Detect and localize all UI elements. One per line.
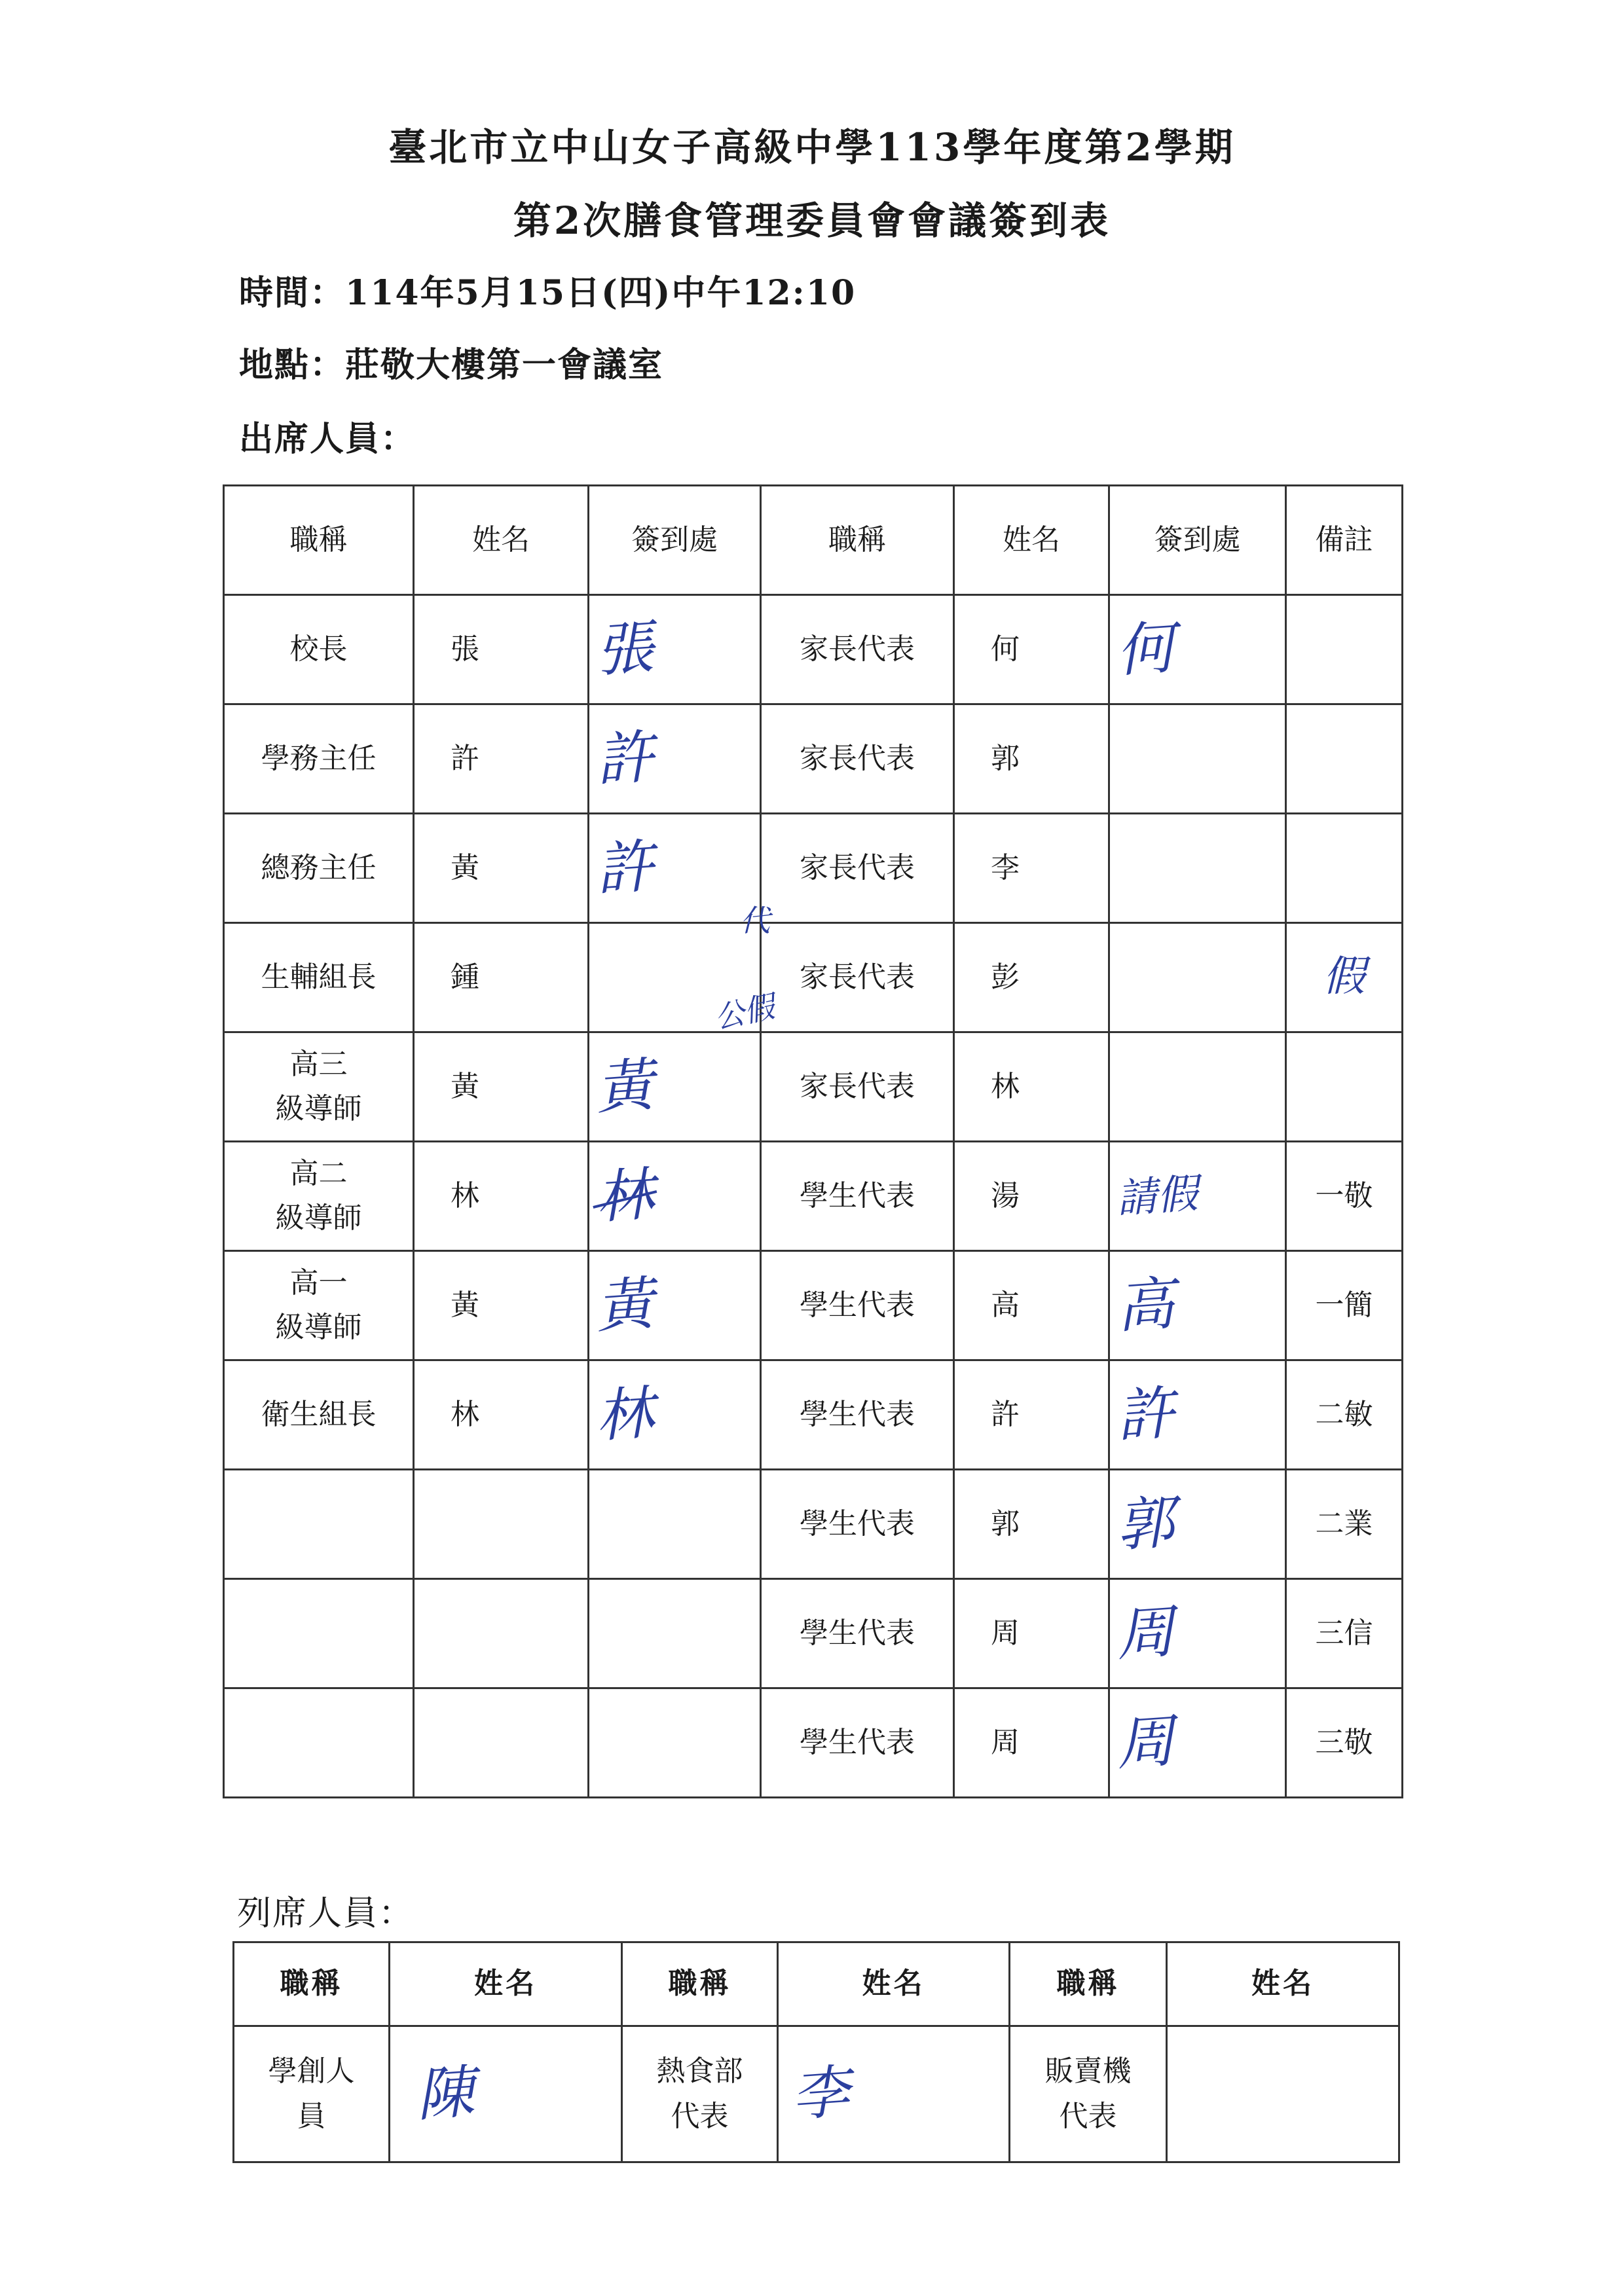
attendance-table	[223, 484, 1403, 1798]
signature: 陳	[414, 2058, 477, 2130]
header-title-right: 職稱	[761, 486, 954, 595]
header-signature-right: 簽到處	[1109, 486, 1286, 595]
header-name-right: 姓名	[954, 486, 1109, 595]
proxy-note-gongjia: 公假	[711, 988, 778, 1036]
signature-left	[589, 1251, 761, 1360]
signature-left	[589, 1579, 761, 1688]
name-left: 張	[414, 595, 589, 704]
obs-title-3: 販賣機 代表	[1010, 2026, 1167, 2162]
attendance-row	[224, 1360, 1403, 1470]
signature-left	[589, 1360, 761, 1470]
signature: 張	[593, 613, 656, 685]
meeting-time	[239, 265, 856, 314]
obs-header-title-1: 職稱	[234, 1942, 390, 2026]
name-right: 高	[954, 1251, 1109, 1360]
name-left: 黃	[414, 1032, 589, 1142]
obs-signature-1	[390, 2026, 622, 2162]
name-left: 黃	[414, 1251, 589, 1360]
name-left	[414, 1688, 589, 1798]
title-right: 學生代表	[761, 1470, 954, 1579]
note	[1286, 1032, 1403, 1142]
note	[1286, 704, 1403, 814]
obs-header-name-2: 姓名	[778, 1942, 1010, 2026]
attendance-row	[224, 1688, 1403, 1798]
note	[1286, 595, 1403, 704]
name-left: 許	[414, 704, 589, 814]
title-right: 家長代表	[761, 1032, 954, 1142]
signature-left	[589, 704, 761, 814]
proxy-note-dai: 代	[740, 903, 770, 938]
name-left: 林	[414, 1142, 589, 1251]
title-left: 衛生組長	[224, 1360, 414, 1470]
obs-header-title-2: 職稱	[622, 1942, 778, 2026]
attendance-row	[224, 1032, 1403, 1142]
title-left: 學務主任	[224, 704, 414, 814]
name-right: 彭	[954, 923, 1109, 1032]
attendance-row	[224, 1142, 1403, 1251]
note: 一簡	[1286, 1251, 1403, 1360]
attendance-row	[224, 814, 1403, 923]
signature: 林	[593, 1150, 656, 1243]
signature: 許	[593, 831, 656, 903]
title-line-2: 第2次膳食管理委員會會議簽到表	[513, 198, 1111, 243]
obs-title-2: 熱食部 代表	[622, 2026, 778, 2162]
note	[1286, 923, 1403, 1032]
signature-left	[589, 814, 761, 923]
observers-row	[234, 2026, 1399, 2162]
title-right: 家長代表	[761, 814, 954, 923]
attendance-row	[224, 923, 1403, 1032]
observers-table	[232, 1941, 1400, 2163]
title-left: 高一 級導師	[224, 1251, 414, 1360]
signature-left	[589, 1142, 761, 1251]
note: 三敬	[1286, 1688, 1403, 1798]
signature-right	[1109, 1032, 1286, 1142]
obs-header-name-1: 姓名	[390, 1942, 622, 2026]
title-left: 高三 級導師	[224, 1032, 414, 1142]
name-right: 郭	[954, 1470, 1109, 1579]
title-left	[224, 1579, 414, 1688]
signature-right	[1109, 1360, 1286, 1470]
name-right: 周	[954, 1579, 1109, 1688]
observers-label: 列席人員：	[237, 1894, 415, 1933]
obs-header-name-3: 姓名	[1167, 1942, 1399, 2026]
obs-title-1: 學創人 員	[234, 2026, 390, 2162]
obs-header-title-3: 職稱	[1010, 1942, 1167, 2026]
name-right: 何	[954, 595, 1109, 704]
attendance-row	[224, 704, 1403, 814]
title-left: 高二 級導師	[224, 1142, 414, 1251]
time-value: 114年5月15日(四)中午12:10	[345, 273, 857, 313]
name-left	[414, 1579, 589, 1688]
title-right: 家長代表	[761, 595, 954, 704]
title-right: 家長代表	[761, 704, 954, 814]
signature: 李	[789, 2058, 852, 2130]
signature: 黃	[593, 1269, 656, 1341]
signature: 黃	[593, 1050, 656, 1122]
attendance-row	[224, 1251, 1403, 1360]
attendance-row	[224, 595, 1403, 704]
title-right: 學生代表	[761, 1251, 954, 1360]
title-right: 學生代表	[761, 1360, 954, 1470]
signature: 何	[1114, 613, 1177, 685]
title-line-1: 臺北市立中山女子高級中學113學年度第2學期	[388, 125, 1236, 170]
header-name-left: 姓名	[414, 486, 589, 595]
name-right: 周	[954, 1688, 1109, 1798]
title-right: 家長代表	[761, 923, 954, 1032]
header-title-left: 職稱	[224, 486, 414, 595]
title-left	[224, 1688, 414, 1798]
title-right: 學生代表	[761, 1579, 954, 1688]
title-right: 學生代表	[761, 1688, 954, 1798]
signature-left	[589, 1688, 761, 1798]
note: 一敬	[1286, 1142, 1403, 1251]
signature: 周	[1114, 1706, 1177, 1778]
name-left: 黃	[414, 814, 589, 923]
observers-header-row	[234, 1942, 1399, 2026]
header-signature-left: 簽到處	[589, 486, 761, 595]
signature-right	[1109, 704, 1286, 814]
note-handwritten: 假	[1323, 953, 1365, 1002]
name-right: 郭	[954, 704, 1109, 814]
signature-left	[589, 595, 761, 704]
note	[1286, 814, 1403, 923]
header-note: 備註	[1286, 486, 1403, 595]
signature-left	[589, 1032, 761, 1142]
signature: 周	[1114, 1597, 1177, 1669]
note: 二業	[1286, 1470, 1403, 1579]
signature-right	[1109, 1470, 1286, 1579]
signature: 許	[593, 722, 656, 794]
signature: 高	[1114, 1269, 1177, 1341]
attendance-row	[224, 1579, 1403, 1688]
title-left: 總務主任	[224, 814, 414, 923]
attendance-header-row	[224, 486, 1403, 595]
location-value: 莊敬大樓第一會議室	[345, 345, 664, 385]
name-right: 林	[954, 1032, 1109, 1142]
signature-right	[1109, 1579, 1286, 1688]
note: 三信	[1286, 1579, 1403, 1688]
title-right: 學生代表	[761, 1142, 954, 1251]
location-label: 地點：	[239, 345, 346, 385]
name-right: 湯	[954, 1142, 1109, 1251]
signature: 林	[593, 1378, 656, 1450]
name-left: 鍾	[414, 923, 589, 1032]
title-left: 校長	[224, 595, 414, 704]
signature-right	[1109, 923, 1286, 1032]
signature-right	[1109, 1688, 1286, 1798]
signature-right	[1109, 1142, 1286, 1251]
signature: 許	[1114, 1378, 1177, 1450]
name-left: 林	[414, 1360, 589, 1470]
meeting-location	[239, 337, 663, 386]
attendees-label: 出席人員：	[239, 419, 416, 459]
signature-right	[1109, 595, 1286, 704]
signature: 請假	[1115, 1169, 1200, 1223]
obs-signature-3	[1167, 2026, 1399, 2162]
note: 二敏	[1286, 1360, 1403, 1470]
signature-right	[1109, 814, 1286, 923]
attendance-row	[224, 1470, 1403, 1579]
name-right: 李	[954, 814, 1109, 923]
signature: 郭	[1114, 1487, 1177, 1559]
obs-signature-2	[778, 2026, 1010, 2162]
title-left: 生輔組長	[224, 923, 414, 1032]
time-label: 時間：	[239, 273, 346, 313]
signature-left	[589, 1470, 761, 1579]
name-right: 許	[954, 1360, 1109, 1470]
name-left	[414, 1470, 589, 1579]
signature-right	[1109, 1251, 1286, 1360]
title-left	[224, 1470, 414, 1579]
